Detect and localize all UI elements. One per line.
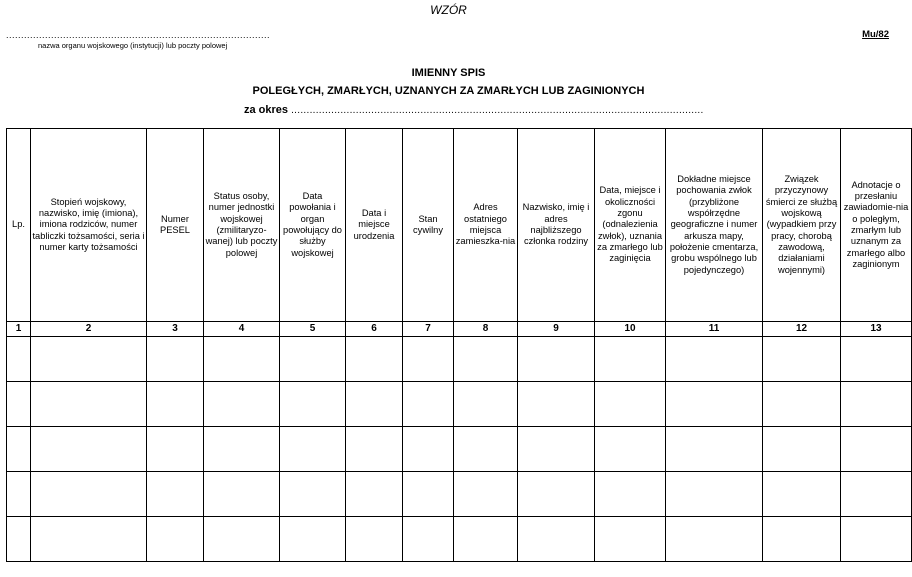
period-input-line[interactable]: ...................................................................................................................................... — [291, 105, 704, 116]
entry-cell[interactable] — [403, 427, 454, 472]
entry-cell[interactable] — [403, 382, 454, 427]
period-label: za okres — [244, 104, 289, 116]
entry-cell[interactable] — [31, 382, 147, 427]
entry-cell[interactable] — [403, 337, 454, 382]
column-number: 7 — [403, 322, 454, 337]
column-number: 4 — [204, 322, 280, 337]
entry-cell[interactable] — [841, 517, 912, 562]
column-number: 9 — [518, 322, 595, 337]
entry-cell[interactable] — [31, 427, 147, 472]
column-number: 12 — [763, 322, 841, 337]
entry-cell[interactable] — [454, 517, 518, 562]
entry-cell[interactable] — [763, 427, 841, 472]
entry-cell[interactable] — [666, 382, 763, 427]
watermark-label: WZÓR — [430, 3, 467, 17]
entry-cell[interactable] — [147, 427, 204, 472]
entry-cell[interactable] — [147, 337, 204, 382]
entry-cell[interactable] — [403, 517, 454, 562]
register-table — [6, 128, 912, 562]
entry-cell[interactable] — [147, 517, 204, 562]
column-header: Lp. — [7, 129, 31, 322]
column-number: 5 — [280, 322, 346, 337]
entry-cell[interactable] — [7, 472, 31, 517]
column-header: Stan cywilny — [403, 129, 454, 322]
entry-cell[interactable] — [763, 472, 841, 517]
entry-cell[interactable] — [280, 427, 346, 472]
entry-cell[interactable] — [518, 472, 595, 517]
entry-cell[interactable] — [31, 337, 147, 382]
entry-cell[interactable] — [147, 472, 204, 517]
org-name-line[interactable]: ........................................................................................ — [6, 30, 271, 40]
entry-cell[interactable] — [454, 472, 518, 517]
column-header: Dokładne miejsce pochowania zwłok (przybliżone współrzędne geograficzne i numer arkusza mapy, położenie cmentarza, grobu wspólnego lub pojedynczego) — [666, 129, 763, 322]
entry-cell[interactable] — [666, 427, 763, 472]
column-header: Adnotacje o przesłaniu zawiadomie-nia o poległym, zmarłym lub uznanym za zmarłego albo zaginionym — [841, 129, 912, 322]
entry-cell[interactable] — [841, 337, 912, 382]
entry-cell[interactable] — [841, 427, 912, 472]
entry-cell[interactable] — [7, 427, 31, 472]
entry-cell[interactable] — [346, 382, 403, 427]
column-number: 6 — [346, 322, 403, 337]
table-row — [7, 427, 912, 472]
entry-cell[interactable] — [7, 382, 31, 427]
column-number: 13 — [841, 322, 912, 337]
entry-cell[interactable] — [454, 382, 518, 427]
entry-cell[interactable] — [841, 382, 912, 427]
entry-cell[interactable] — [595, 337, 666, 382]
table-row — [7, 517, 912, 562]
entry-cell[interactable] — [346, 427, 403, 472]
entry-cell[interactable] — [204, 472, 280, 517]
entry-cell[interactable] — [595, 517, 666, 562]
column-number: 1 — [7, 322, 31, 337]
column-header: Data powołania i organ powołujący do służby wojskowej — [280, 129, 346, 322]
entry-cell[interactable] — [518, 427, 595, 472]
entry-cell[interactable] — [518, 517, 595, 562]
column-header: Adres ostatniego miejsca zamieszka-nia — [454, 129, 518, 322]
entry-cell[interactable] — [204, 337, 280, 382]
entry-cell[interactable] — [346, 472, 403, 517]
entry-cell[interactable] — [204, 427, 280, 472]
entry-cell[interactable] — [31, 472, 147, 517]
entry-cell[interactable] — [346, 337, 403, 382]
entry-cell[interactable] — [841, 472, 912, 517]
table-row — [7, 472, 912, 517]
column-header: Nazwisko, imię i adres najbliższego członka rodziny — [518, 129, 595, 322]
entry-cell[interactable] — [346, 517, 403, 562]
column-header: Status osoby, numer jednostki wojskowej (zmilitaryzo-wanej) lub poczty polowej — [204, 129, 280, 322]
column-number: 3 — [147, 322, 204, 337]
column-header: Data i miejsce urodzenia — [346, 129, 403, 322]
entry-cell[interactable] — [763, 382, 841, 427]
entry-cell[interactable] — [31, 517, 147, 562]
entry-cell[interactable] — [204, 517, 280, 562]
document-title: IMIENNY SPIS — [411, 67, 486, 79]
entry-cell[interactable] — [666, 517, 763, 562]
column-header: Numer PESEL — [147, 129, 204, 322]
entry-cell[interactable] — [454, 337, 518, 382]
entry-cell[interactable] — [518, 337, 595, 382]
entry-cell[interactable] — [7, 517, 31, 562]
column-number: 11 — [666, 322, 763, 337]
column-number: 2 — [31, 322, 147, 337]
entry-cell[interactable] — [280, 337, 346, 382]
entry-cell[interactable] — [147, 382, 204, 427]
entry-cell[interactable] — [595, 427, 666, 472]
entry-cell[interactable] — [403, 472, 454, 517]
entry-cell[interactable] — [7, 337, 31, 382]
entry-cell[interactable] — [280, 382, 346, 427]
period-field — [244, 104, 704, 116]
header-row — [7, 129, 912, 322]
table-row — [7, 337, 912, 382]
entry-cell[interactable] — [763, 337, 841, 382]
org-name-label: nazwa organu wojskowego (instytucji) lub poczty polowej — [38, 41, 228, 50]
column-number: 10 — [595, 322, 666, 337]
table-row — [7, 382, 912, 427]
column-header: Stopień wojskowy, nazwisko, imię (imiona), imiona rodziców, numer tabliczki tożsamości, seria i numer karty tożsamości — [31, 129, 147, 322]
entry-cell[interactable] — [280, 517, 346, 562]
column-number-row — [7, 322, 912, 337]
entry-cell[interactable] — [204, 382, 280, 427]
form-code: Mu/82 — [862, 29, 889, 40]
entry-cell[interactable] — [595, 472, 666, 517]
column-header: Związek przyczynowy śmierci ze służbą wojskową (wypadkiem przy pracy, chorobą zawodową, działaniami wojennymi) — [763, 129, 841, 322]
entry-cell[interactable] — [595, 382, 666, 427]
entry-cell[interactable] — [666, 337, 763, 382]
entry-cell[interactable] — [518, 382, 595, 427]
column-header: Data, miejsce i okoliczności zgonu (odnalezienia zwłok), uznania za zmarłego lub zaginięcia — [595, 129, 666, 322]
entry-cell[interactable] — [280, 472, 346, 517]
entry-cell[interactable] — [763, 517, 841, 562]
entry-cell[interactable] — [454, 427, 518, 472]
entry-cell[interactable] — [666, 472, 763, 517]
column-number: 8 — [454, 322, 518, 337]
document-subtitle: POLEGŁYCH, ZMARŁYCH, UZNANYCH ZA ZMARŁYCH LUB ZAGINIONYCH — [252, 85, 645, 97]
